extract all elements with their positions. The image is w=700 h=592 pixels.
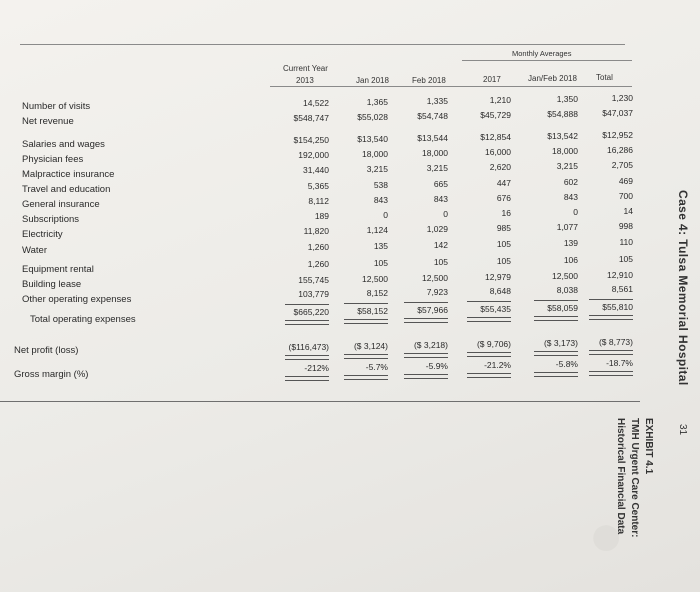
cell-expense: 3,215 [556,161,578,171]
cell-expense: 16,286 [607,145,633,155]
cell-expense: 0 [383,210,388,220]
cell-expense: 192,000 [298,150,329,160]
cell-expense: 1,260 [307,242,329,252]
cell-expense: 12,979 [485,272,511,282]
margin-double-rule [344,375,388,380]
cell-gross-margin: -5.8% [555,359,578,369]
cell-net-profit: ($ 3,124) [353,341,388,351]
col-header-jan-2018: Jan 2018 [356,76,389,85]
cell-gross-margin: -212% [304,363,329,373]
cell-expense: 110 [619,237,633,247]
row-label-gross-margin: Gross margin (%) [14,369,89,380]
cell-expense: 139 [563,238,578,248]
cell-expense: $13,540 [357,134,388,144]
cell-expense: 11,820 [303,226,329,236]
cell-expense: $12,854 [480,132,511,142]
cell-expense: 105 [496,256,511,266]
cell-expense: 12,500 [362,274,388,284]
cell-net-profit: ($ 8,773) [598,337,633,347]
cell-expense: 7,923 [426,287,448,297]
margin-double-rule [589,371,633,376]
subtotal-rule [589,299,633,300]
row-label-net-profit: Net profit (loss) [14,345,79,356]
cell-visits: 1,335 [426,96,448,106]
cell-revenue: $45,729 [480,110,511,120]
cell-expense: 16 [501,208,511,218]
cell-expense: 602 [563,177,578,187]
cell-expense: $13,542 [547,131,578,141]
cell-revenue: $54,748 [417,111,448,121]
cell-expense: $13,544 [417,133,448,143]
cell-net-profit: ($ 9,706) [476,339,511,349]
exhibit-title-line1: TMH Urgent Care Center: [629,418,640,538]
cell-visits: 1,230 [611,93,633,103]
cell-expense: $154,250 [293,135,329,145]
row-label-building-lease: Building lease [22,279,82,290]
cell-expense: 18,000 [422,148,448,158]
total-double-rule [344,319,388,324]
row-label-water: Water [22,245,47,256]
bottom-rule [0,401,640,402]
monthly-rule [462,60,632,61]
cell-expense: 843 [563,192,578,202]
row-label-subscriptions: Subscriptions [22,214,80,225]
margin-double-rule [404,374,448,379]
cell-expense: 2,705 [611,160,633,170]
cell-expense: 12,910 [607,270,633,280]
cell-net-profit: ($ 3,218) [413,340,448,350]
cell-expense: 31,440 [303,165,329,175]
cell-expense: 447 [496,178,511,188]
cell-expense: 3,215 [366,164,388,174]
total-double-rule [467,317,511,322]
subtotal-rule [467,301,511,302]
cell-expense: 2,620 [489,162,511,172]
profit-double-rule [285,355,329,360]
col-header-2017: 2017 [483,75,501,84]
cell-expense: $12,952 [602,130,633,140]
page-number: 31 [677,424,688,436]
cell-expense: $58,059 [547,303,578,313]
cell-expense: 105 [618,254,633,264]
exhibit-title-line2: Historical Financial Data [615,418,626,535]
cell-expense: 985 [496,223,511,233]
cell-gross-margin: -5.7% [365,362,388,372]
cell-visits: 1,350 [556,94,578,104]
row-label-total-operating: Total operating expenses [30,314,136,325]
row-label-visits: Number of visits [22,101,91,112]
row-label-revenue: Net revenue [22,116,74,127]
subtotal-rule [344,303,388,304]
col-header-feb-2018: Feb 2018 [412,76,446,85]
cell-expense: 18,000 [362,149,388,159]
cell-gross-margin: -5.9% [425,361,448,371]
cell-expense: 16,000 [485,147,511,157]
total-double-rule [589,315,633,320]
cell-gross-margin: -18.7% [606,358,633,368]
cell-revenue: $47,037 [602,108,633,118]
cell-expense: 12,500 [552,271,578,281]
cell-expense: 14 [623,206,633,216]
cell-expense: $57,966 [417,305,448,315]
total-double-rule [404,318,448,323]
profit-double-rule [534,351,578,356]
cell-revenue: $55,028 [357,112,388,122]
cell-expense: 998 [618,221,633,231]
cell-expense: 843 [373,195,388,205]
row-label-equipment-rental: Equipment rental [22,264,94,275]
margin-double-rule [467,373,511,378]
cell-expense: 665 [433,179,448,189]
cell-expense: 0 [573,207,578,217]
monthly-averages-header: Monthly Averages [512,49,572,58]
cell-expense: 8,112 [308,196,329,206]
cell-expense: 189 [314,211,329,221]
cell-expense: 843 [433,194,448,204]
cell-expense: 1,077 [556,222,578,232]
subtotal-rule [534,300,578,301]
row-label-physician-fees: Physician fees [22,154,84,165]
row-label-other-operating: Other operating expenses [22,294,132,305]
col-header-2013: 2013 [296,76,314,85]
cell-expense: 105 [373,258,388,268]
row-label-salaries: Salaries and wages [22,139,105,150]
cell-revenue: $54,888 [547,109,578,119]
cell-expense: 106 [563,255,578,265]
cell-expense: 8,152 [366,288,388,298]
cell-expense: 8,561 [611,284,633,294]
cell-expense: 105 [496,239,511,249]
cell-expense: 5,365 [307,181,329,191]
total-double-rule [534,316,578,321]
cell-revenue: $548,747 [293,113,329,123]
margin-double-rule [534,372,578,377]
cell-expense: $55,810 [602,302,633,312]
watermark-shape: ● [588,501,625,568]
cell-expense: 105 [433,257,448,267]
cell-expense: 12,500 [422,273,448,283]
cell-expense: 469 [618,176,633,186]
profit-double-rule [344,354,388,359]
cell-expense: 0 [443,209,448,219]
cell-expense: 700 [618,191,633,201]
cell-expense: 135 [373,241,388,251]
profit-double-rule [404,353,448,358]
cell-expense: 8,038 [556,285,578,295]
cell-expense: 103,779 [298,289,329,299]
margin-double-rule [285,376,329,381]
subtotal-rule [404,302,448,303]
profit-double-rule [467,352,511,357]
total-double-rule [285,320,329,325]
cell-expense: 1,029 [426,224,448,234]
cell-net-profit: ($ 3,173) [543,338,578,348]
cell-expense: 538 [373,180,388,190]
cell-expense: 142 [433,240,448,250]
subtotal-rule [285,304,329,305]
cell-net-profit: ($116,473) [288,342,329,352]
profit-double-rule [589,350,633,355]
cell-expense: 8,648 [489,286,511,296]
top-rule [20,44,625,45]
col-header-total: Total [596,73,613,82]
row-label-malpractice: Malpractice insurance [22,169,115,180]
cell-visits: 1,365 [366,97,388,107]
cell-visits: 1,210 [489,95,511,105]
cell-gross-margin: -21.2% [484,360,511,370]
exhibit-label: EXHIBIT 4.1 [643,418,654,475]
cell-expense: 18,000 [552,146,578,156]
current-year-label: Current Year [283,64,328,73]
row-label-travel: Travel and education [22,184,111,195]
cell-expense: 676 [496,193,511,203]
cell-expense: $55,435 [480,304,511,314]
row-label-general-insurance: General insurance [22,199,100,210]
cell-visits: 14,522 [303,98,329,108]
row-label-electricity: Electricity [22,229,63,240]
cell-expense: 1,124 [366,225,388,235]
cell-expense: $665,220 [293,307,329,317]
running-title: Case 4: Tulsa Memorial Hospital [676,190,690,386]
cell-expense: $58,152 [357,306,388,316]
cell-expense: 1,260 [307,259,329,269]
cell-expense: 3,215 [426,163,448,173]
col-header-jan-feb-2018: Jan/Feb 2018 [528,74,577,83]
cell-expense: 155,745 [298,275,329,285]
header-rule [270,86,632,87]
